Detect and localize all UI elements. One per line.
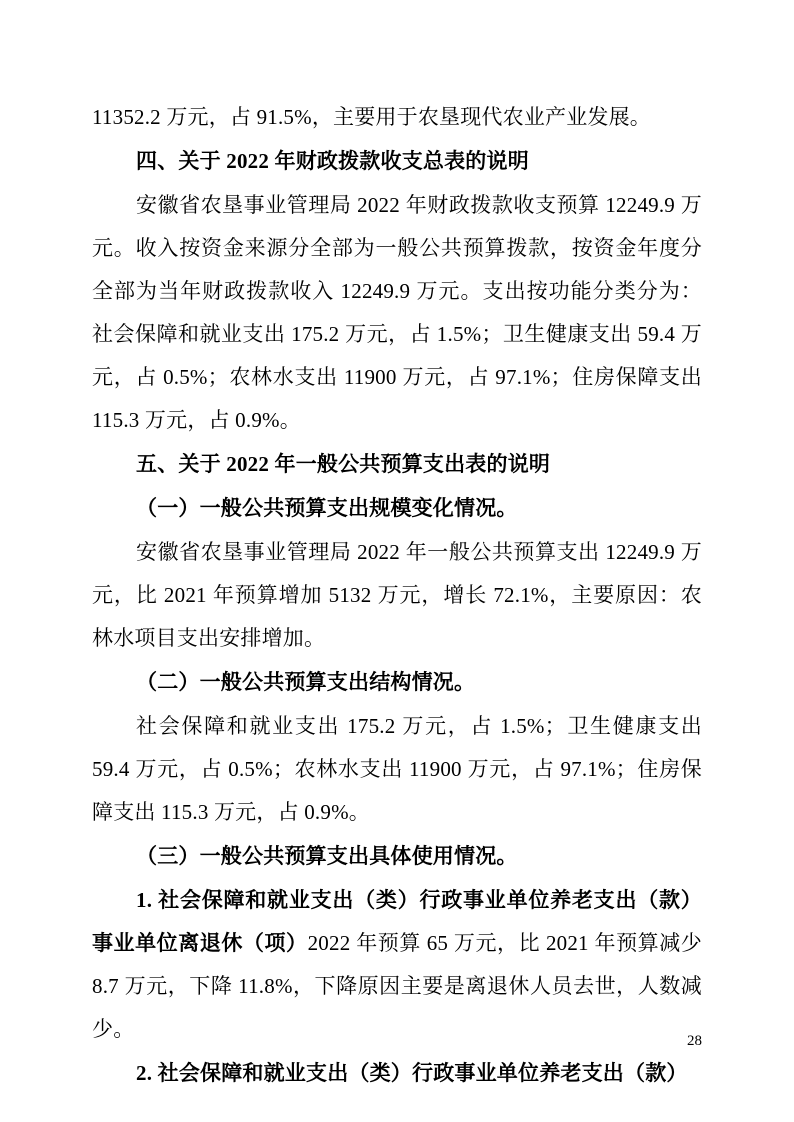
subsection-heading-one: （一）一般公共预算支出规模变化情况。 [136, 496, 518, 520]
paragraph-item-two: 2. 社会保障和就业支出（类）行政事业单位养老支出（款） [136, 1061, 688, 1085]
paragraph-scale-change: 安徽省农垦事业管理局 2022 年一般公共预算支出 12249.9 万元，比 2021 年预算增加 5132 万元，增长 72.1%，主要原因：农林水项目支出安排增加。 [92, 540, 702, 650]
section-heading-five: 五、关于 2022 年一般公共预算支出表的说明 [136, 452, 551, 476]
paragraph-structure: 社会保障和就业支出 175.2 万元，占 1.5%；卫生健康支出 59.4 万元，占 0.5%；农林水支出 11900 万元，占 97.1%；住房保障支出 115.3 万元，占 0.9%。 [92, 714, 702, 824]
section-heading-four: 四、关于 2022 年财政拨款收支总表的说明 [136, 149, 529, 173]
subsection-heading-two: （二）一般公共预算支出结构情况。 [136, 670, 476, 694]
subsection-heading-three: （三）一般公共预算支出具体使用情况。 [136, 844, 518, 868]
page-number: 28 [687, 1033, 702, 1049]
item-one-body: 2022 年预算 65 万元，比 2021 年预算减少 8.7 万元，下降 11.8%，下降原因主要是离退休人员去世，人数减少。 [92, 931, 702, 1041]
paragraph-budget-total: 安徽省农垦事业管理局 2022 年财政拨款收支预算 12249.9 万元。收入按资金来源分全部为一般公共预算拨款，按资金年度分全部为当年财政拨款收入 12249.9 万元。支出按功能分类分为：社会保障和就业支出 175.2 万元，占 1.5%；卫生健康支出 59.4 万元，占 0.5%；农林水支出 11900 万元，占 97.1%；住房保障支出 115.3 万元，占 0.9%。 [92, 193, 702, 432]
document-body [92, 96, 702, 1095]
paragraph-continuation: 11352.2 万元，占 91.5%，主要用于农垦现代农业产业发展。 [92, 105, 652, 129]
paragraph-item-one [92, 879, 702, 1051]
item-one-bold-label: 1. 社会保障和就业支出（类）行政事业单位养老支出（款）事业单位离退休（项） [92, 888, 702, 955]
